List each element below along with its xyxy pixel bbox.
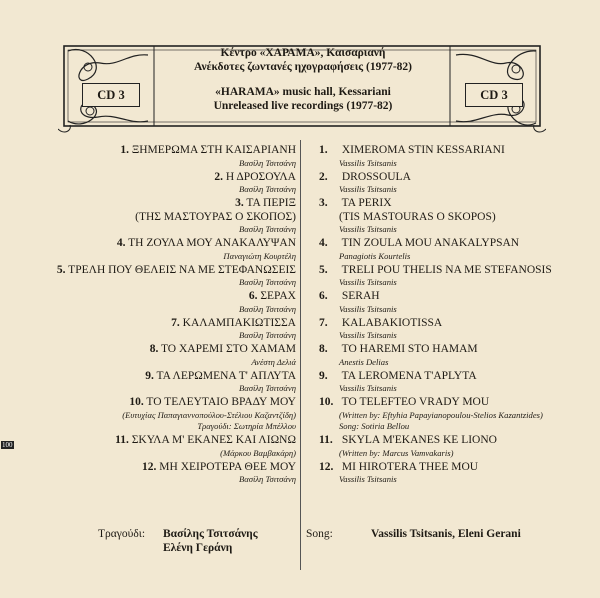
track-title-text: DROSSOULA — [341, 170, 411, 183]
track-item — [319, 144, 589, 171]
track-credit: Song: Sotiria Bellou — [339, 421, 410, 431]
track-credit: Παναγιώτη Κουρτέλη — [223, 250, 296, 261]
track-item — [30, 434, 296, 461]
track-number: 10. — [129, 396, 144, 408]
track-title-continued: (ΤΗΣ ΜΑΣΤΟΥΡΑΣ Ο ΣΚΟΠΟΣ) — [135, 210, 296, 223]
track-number: 4. — [116, 237, 126, 249]
track-credit: Ανέστη Δελιά — [251, 356, 296, 367]
track-title-text: ΚΑΛΑΜΠΑΚΙΩΤΙΣΣΑ — [182, 316, 296, 329]
track-item — [30, 396, 296, 434]
track-title — [319, 197, 589, 211]
track-item — [30, 317, 296, 344]
track-credit: Panagiotis Kourtelis — [339, 250, 411, 261]
track-title-text: TA LEROMENA T'APLYTA — [341, 369, 477, 382]
track-credit: Βασίλη Τσιτσάνη — [238, 330, 296, 340]
track-title — [319, 434, 589, 448]
column-divider — [300, 140, 301, 560]
track-number: 8. — [149, 343, 159, 355]
track-credit: Vassilis Tsitsanis — [339, 330, 397, 340]
track-number: 11. — [115, 434, 129, 446]
track-title — [319, 370, 589, 384]
track-item — [319, 343, 589, 370]
track-number: 2. — [214, 170, 223, 183]
track-number: 8. — [319, 343, 328, 355]
track-title — [319, 461, 589, 475]
track-item — [30, 171, 296, 198]
track-number: 1. — [120, 144, 129, 156]
track-credit: Anestis Delias — [339, 356, 389, 367]
track-credit: (Μάρκου Βαμβακάρη) — [220, 447, 296, 458]
header-subtitle-greek: Ανέκδοτες ζωντανές ηχογραφήσεις (1977-82) — [194, 61, 412, 73]
track-number: 11. — [319, 434, 333, 446]
footer-song-label-english: Song: — [306, 528, 333, 540]
track-number: 12. — [319, 460, 334, 473]
track-title-text: TO TELEFTEO VRADY MOU — [341, 396, 490, 408]
track-number: 12. — [142, 460, 157, 473]
track-item — [319, 237, 589, 264]
track-title — [319, 290, 589, 304]
track-credit: Βασίλη Τσιτσάνη — [238, 383, 296, 393]
track-number: 2. — [319, 170, 328, 183]
track-title — [319, 171, 589, 185]
track-title — [30, 171, 296, 185]
track-number: 1. — [319, 144, 328, 156]
track-title-text: TIN ZOULA MOU ANAKALYPSAN — [341, 237, 520, 249]
track-credit: Βασίλη Τσιτσάνη — [238, 224, 296, 234]
track-title — [319, 317, 589, 331]
track-title — [30, 343, 296, 357]
tracklist-english — [319, 144, 589, 487]
track-title — [30, 144, 296, 158]
track-title-text: ΜΗ ΧΕΙΡΟΤΕΡΑ ΘΕΕ ΜΟΥ — [159, 460, 296, 473]
track-item — [30, 461, 296, 488]
track-title-text: TO HAREMI STO HAMAM — [341, 343, 478, 355]
track-number: 7. — [319, 316, 328, 329]
page-number: 100 — [2, 441, 13, 449]
track-title-continued: (TIS MASTOURAS O SKOPOS) — [339, 210, 496, 223]
track-title — [30, 197, 296, 211]
track-title — [30, 264, 296, 278]
track-credit: (Ευτυχίας Παπαγιαννοπούλου-Στέλιου Καζαντζίδη) — [122, 409, 296, 420]
track-number: 10. — [319, 396, 334, 408]
track-item — [30, 144, 296, 171]
track-item — [30, 370, 296, 397]
track-item — [30, 237, 296, 264]
track-title-text: ΣΕΡΑΧ — [260, 290, 296, 302]
track-credit: (Written by: Eftyhia Papayianopoulou-Stelios Kazantzides) — [339, 409, 543, 420]
header-title-greek: Κέντρο «ΧΑΡΑΜΑ», Καισαριανή — [220, 47, 386, 59]
track-title-text: MI HIROTERA THEE MOU — [341, 460, 479, 473]
track-credit: Vassilis Tsitsanis — [339, 224, 397, 234]
track-item — [30, 197, 296, 237]
track-credit: Βασίλη Τσιτσάνη — [238, 184, 296, 194]
track-item — [30, 343, 296, 370]
track-title — [30, 461, 296, 475]
header-subtitle-english: Unreleased live recordings (1977-82) — [213, 100, 393, 112]
track-number: 6. — [319, 290, 328, 302]
tracklist-greek — [30, 144, 296, 487]
track-title-text: ΤΑ ΠΕΡΙΞ — [246, 197, 296, 209]
track-title-text: ΤΟ ΤΕΛΕΥΤΑΙΟ ΒΡΑΔΥ ΜΟΥ — [146, 396, 296, 408]
track-item — [319, 264, 589, 291]
track-title — [30, 434, 296, 448]
track-title-text: TRELI POU THELIS NA ME STEFANOSIS — [341, 263, 552, 276]
cd-label-left: CD 3 — [82, 83, 140, 107]
track-credit: Vassilis Tsitsanis — [339, 277, 397, 287]
track-number: 9. — [145, 369, 154, 382]
track-number: 7. — [171, 316, 180, 329]
header-title-english: «HARAMA» music hall, Kessariani — [215, 86, 391, 98]
track-credit: (Written by: Marcus Vamvakaris) — [339, 447, 454, 458]
track-title-text: ΤΡΕΛΗ ΠΟΥ ΘΕΛΕΙΣ ΝΑ ΜΕ ΣΤΕΦΑΝΩΣΕΙΣ — [68, 263, 296, 276]
track-title — [30, 290, 296, 304]
track-credit: Βασίλη Τσιτσάνη — [238, 303, 296, 314]
track-title — [319, 396, 589, 410]
footer-singer-1: Βασίλης Τσιτσάνης — [163, 528, 258, 540]
track-credit: Vassilis Tsitsanis — [339, 184, 397, 194]
track-credit: Βασίλη Τσιτσάνη — [238, 277, 296, 287]
track-title-text: ΤΗ ΖΟΥΛΑ ΜΟΥ ΑΝΑΚΑΛΥΨΑΝ — [128, 237, 296, 249]
track-item — [30, 264, 296, 291]
track-number: 3. — [319, 197, 328, 209]
track-item — [319, 434, 589, 461]
track-title-text: ΤΑ ΛΕΡΩΜΕΝΑ Τ' ΑΠΛΥΤΑ — [156, 369, 296, 382]
track-item — [319, 317, 589, 344]
footer-singers-greek — [163, 527, 258, 555]
track-title — [30, 396, 296, 410]
track-credit: Vassilis Tsitsanis — [339, 474, 397, 484]
track-title-text: ΣΚΥΛΑ Μ' ΕΚΑΝΕΣ ΚΑΙ ΛΙΩΝΩ — [131, 434, 296, 446]
track-title-text: XIMEROMA STIN KESSARIANI — [341, 144, 505, 156]
track-item — [319, 370, 589, 397]
track-title-text: ΞΗΜΕΡΩΜΑ ΣΤΗ ΚΑΙΣΑΡΙΑΝΗ — [131, 144, 296, 156]
track-credit: Vassilis Tsitsanis — [339, 303, 397, 314]
footer-singers-english: Vassilis Tsitsanis, Eleni Gerani — [371, 528, 521, 540]
track-title — [319, 343, 589, 357]
track-item — [319, 171, 589, 198]
track-number: 6. — [248, 290, 258, 302]
track-credit: Vassilis Tsitsanis — [339, 157, 397, 168]
footer-divider — [300, 522, 301, 570]
cd-label-right: CD 3 — [465, 83, 523, 107]
track-credit: Βασίλη Τσιτσάνη — [238, 157, 296, 168]
track-title-text: SKYLA M'EKANES KE LIONO — [341, 434, 497, 446]
track-item — [319, 197, 589, 237]
track-credit: Βασίλη Τσιτσάνη — [238, 474, 296, 484]
footer-song-label-greek: Τραγούδι: — [98, 528, 146, 540]
track-title — [30, 317, 296, 331]
track-number: 4. — [319, 237, 328, 249]
track-item — [319, 290, 589, 317]
track-title — [319, 144, 589, 158]
track-item — [319, 461, 589, 488]
track-number: 5. — [319, 263, 328, 276]
track-number: 9. — [319, 369, 328, 382]
track-credit: Τραγούδι: Σωτηρία Μπέλλου — [197, 421, 296, 431]
track-number: 5. — [56, 263, 66, 276]
track-title-text: Η ΔΡΟΣΟΥΛΑ — [225, 170, 296, 183]
track-item — [30, 290, 296, 317]
track-title — [30, 237, 296, 251]
track-number: 3. — [235, 197, 244, 209]
track-title — [319, 237, 589, 251]
track-title — [319, 264, 589, 278]
track-title-text: TA PERIX — [341, 197, 392, 209]
track-title-text: SERAH — [341, 290, 380, 302]
header-frame — [58, 43, 546, 136]
track-title — [30, 370, 296, 384]
footer-singer-2: Ελένη Γεράνη — [163, 542, 233, 554]
track-item — [319, 396, 589, 434]
track-title-text: KALABAKIOTISSA — [341, 316, 443, 329]
track-title-text: ΤΟ ΧΑΡΕΜΙ ΣΤΟ ΧΑΜΑΜ — [160, 343, 296, 355]
track-credit: Vassilis Tsitsanis — [339, 383, 397, 393]
